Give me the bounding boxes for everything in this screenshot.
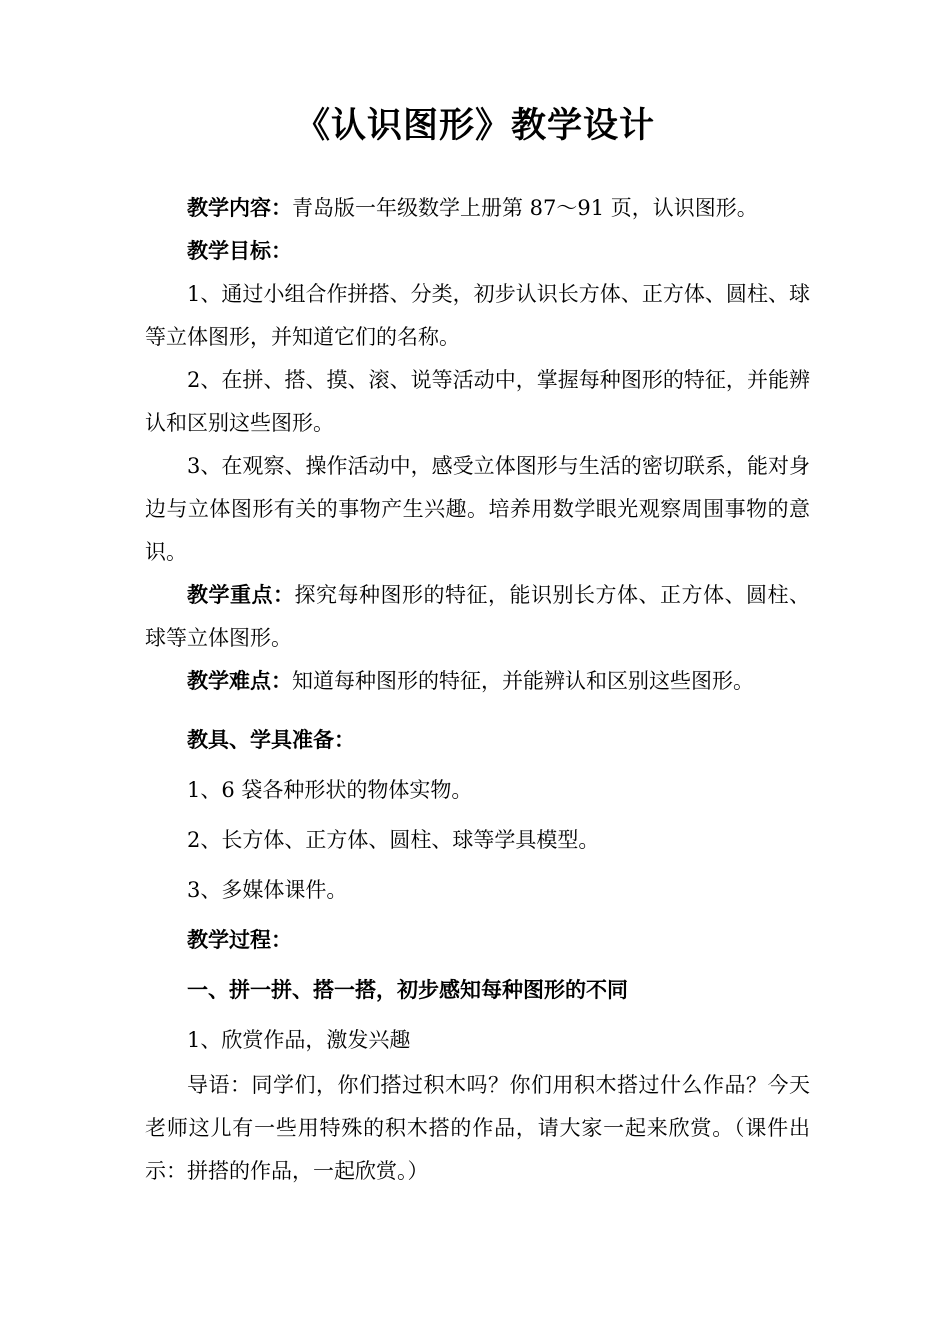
- key-points-label: 教学重点：: [187, 583, 295, 607]
- key-points: [145, 574, 810, 660]
- intro-section: [145, 1064, 810, 1193]
- step-heading: 1、欣赏作品，激发兴趣: [187, 1028, 411, 1052]
- section-heading: [145, 965, 810, 1015]
- key-points-text: 探究每种图形的特征，能识别长方体、正方体、圆柱、球等立体图形。: [145, 583, 810, 650]
- content-section: [145, 187, 810, 703]
- goal-item: 2、在拼、搭、摸、滚、说等活动中，掌握每种图形的特征，并能辨认和区别这些图形。: [145, 368, 810, 435]
- material-item: 2、长方体、正方体、圆柱、球等学具模型。: [187, 828, 600, 852]
- material-item: 1、6 袋各种形状的物体实物。: [187, 778, 473, 802]
- difficulties-label: 教学难点：: [187, 669, 292, 693]
- difficulties: [145, 660, 810, 703]
- materials-heading: 教具、学具准备：: [187, 728, 355, 752]
- teaching-content: [145, 187, 810, 230]
- teaching-content-text: 青岛版一年级数学上册第 87～91 页，认识图形。: [292, 196, 758, 220]
- intro-paragraph: 导语：同学们，你们搭过积木吗？你们用积木搭过什么作品？今天老师这儿有一些用特殊的积木搭的作品，请大家一起来欣赏。（课件出示：拼搭的作品，一起欣赏。）: [145, 1073, 810, 1183]
- teaching-content-label: 教学内容：: [187, 196, 292, 220]
- teaching-goals-label: 教学目标：: [187, 239, 292, 263]
- goal-item: 3、在观察、操作活动中，感受立体图形与生活的密切联系，能对身边与立体图形有关的事物产生兴趣。培养用数学眼光观察周围事物的意识。: [145, 454, 810, 564]
- difficulties-text: 知道每种图形的特征，并能辨认和区别这些图形。: [292, 669, 754, 693]
- goal-item: 1、通过小组合作拼搭、分类，初步认识长方体、正方体、圆柱、球等立体图形，并知道它们的名称。: [145, 282, 810, 349]
- process-heading: 教学过程：: [187, 928, 292, 952]
- section-heading-text: 一、拼一拼、搭一搭，初步感知每种图形的不同: [187, 978, 628, 1002]
- materials-section: [145, 715, 810, 1065]
- material-item: 3、多媒体课件。: [187, 878, 348, 902]
- teaching-goals-heading: [145, 230, 810, 273]
- document-title: 《认识图形》教学设计: [294, 106, 655, 146]
